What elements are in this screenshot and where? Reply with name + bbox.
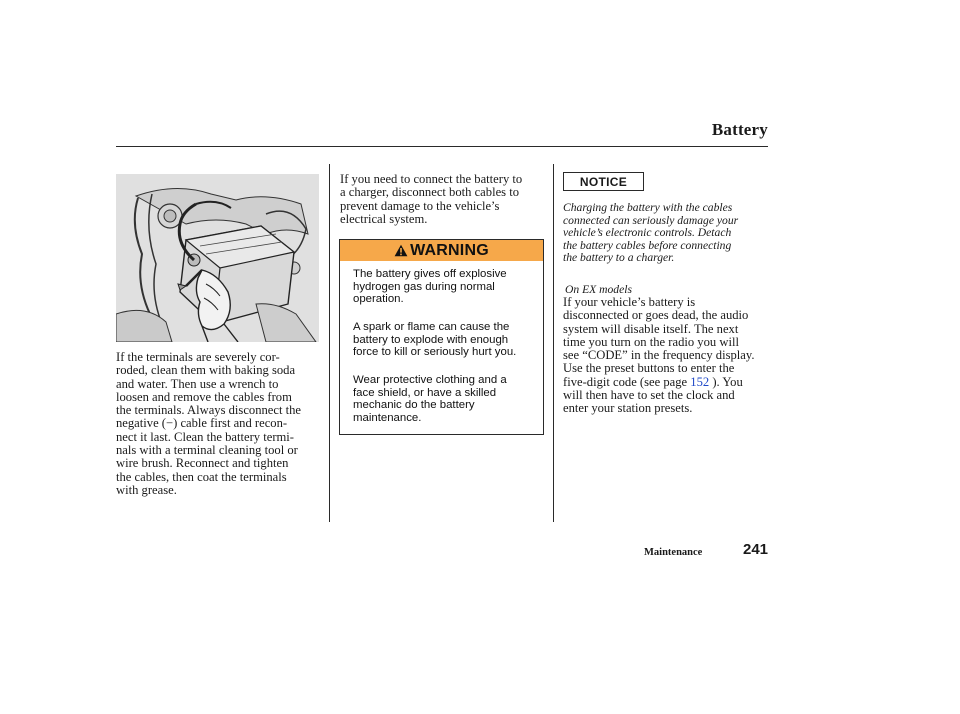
warning-protection-text: Wear protective clothing and a face shield, or have a skilled mechanic do the battery maintenance.: [353, 374, 507, 424]
radio-code-paragraph: [563, 296, 773, 416]
page-152-link[interactable]: 152: [690, 374, 710, 389]
charger-paragraph: If you need to connect the battery to a charger, disconnect both cables to prevent damage to the vehicle’s electrical system.: [340, 172, 523, 226]
warning-banner: [340, 240, 543, 261]
column-divider-right: [553, 164, 554, 522]
notice-text: Charging the battery with the cables connected can seriously damage your vehicle’s electronic controls. Detach the battery cables before connecting the battery to a charger.: [563, 201, 739, 265]
warning-triangle-icon: [394, 244, 408, 257]
ex-models-label: On EX models: [565, 283, 632, 296]
terminal-cleaning-paragraph: If the terminals are severely cor- roded, clean them with baking soda and water. Then use a wrench to loosen and remove the cables from the terminals. Always disconnect the negative (−) cable first and recon- nect it last. Clean the battery termi- nals with a terminal cleaning tool or wire brush. Reconnect and tighten the cables, then coat the terminals with grease.: [116, 350, 302, 497]
footer-section-label: Maintenance: [644, 547, 703, 558]
header-rule: [116, 146, 768, 147]
column-divider-left: [329, 164, 330, 522]
notice-label: NOTICE: [563, 172, 644, 191]
radio-code-text-end: ). You will then have to set the clock and enter your station presets.: [563, 374, 743, 416]
warning-explosion-text: A spark or flame can cause the battery to explode with enough force to kill or seriously hurt you.: [353, 321, 517, 359]
battery-engine-bay-image: [116, 174, 319, 342]
warning-box: [339, 239, 544, 435]
battery-illustration: [116, 174, 319, 342]
warning-title: WARNING: [410, 241, 489, 259]
radio-code-text-start: If your vehicle’s battery is disconnected or goes dead, the audio system will disable itself. The next time you turn on the radio you will see “CODE” in the frequency display. Use the preset buttons to enter the five-digit code (see page: [563, 295, 755, 389]
section-title: Battery: [711, 120, 768, 139]
page-number: 241: [743, 541, 769, 558]
warning-hydrogen-text: The battery gives off explosive hydrogen gas during normal operation.: [353, 268, 507, 306]
